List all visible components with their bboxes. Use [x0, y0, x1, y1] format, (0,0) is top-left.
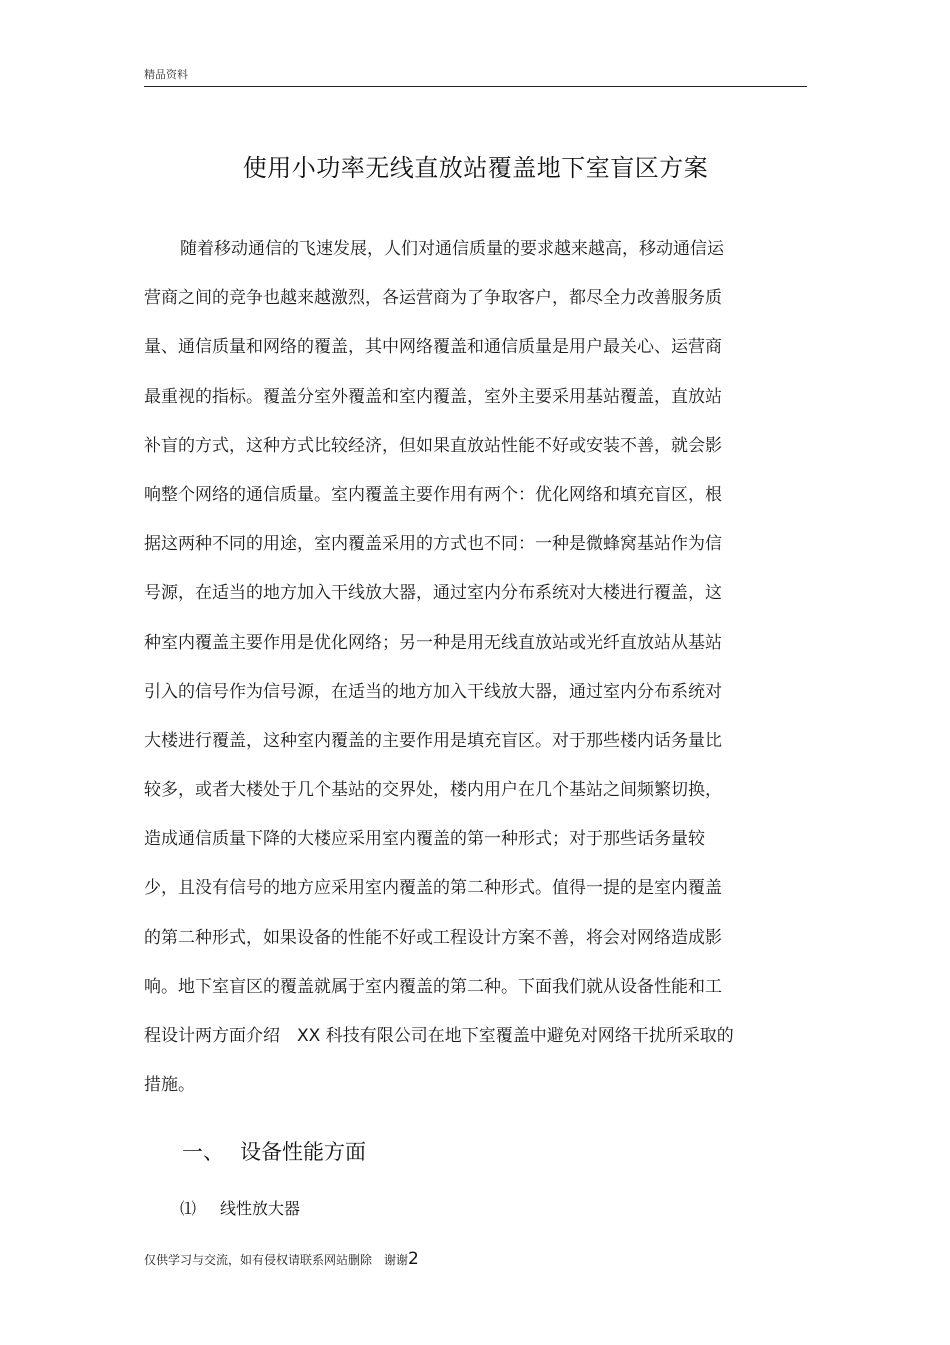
sub-heading-title: 线性放大器 [220, 1199, 301, 1218]
paragraph-line: 号源，在适当的地方加入干线放大器，通过室内分布系统对大楼进行覆盖，这 [144, 583, 722, 604]
paragraph-line: 引入的信号作为信号源，在适当的地方加入干线放大器，通过室内分布系统对 [144, 681, 722, 702]
paragraph-line: 程设计两方面介绍 XX 科技有限公司在地下室覆盖中避免对网络干扰所采取的 [144, 1026, 734, 1046]
header-rule [144, 86, 807, 87]
footer [144, 1249, 419, 1269]
footer-text: 仅供学习与交流，如有侵权请联系网站删除 谢谢 [144, 1253, 409, 1267]
paragraph-line: 少，且没有信号的地方应采用室内覆盖的第二种形式。值得一提的是室内覆盖 [144, 878, 722, 899]
paragraph-line: 种室内覆盖主要作用是优化网络；另一种是用无线直放站或光纤直放站从基站 [144, 632, 722, 653]
paragraph-line: 措施。 [144, 1075, 195, 1096]
sub-heading-number: ⑴ [180, 1199, 197, 1218]
section-number: 一、 [182, 1140, 224, 1164]
paragraph-line: 最重视的指标。覆盖分室外覆盖和室内覆盖，室外主要采用基站覆盖，直放站 [144, 386, 722, 407]
paragraph-line: 营商之间的竞争也越来越激烈，各运营商为了争取客户，都尽全力改善服务质 [144, 288, 722, 309]
section-heading [182, 1136, 366, 1166]
paragraph-line: 的第二种形式，如果设备的性能不好或工程设计方案不善，将会对网络造成影 [144, 927, 722, 948]
paragraph-line: 响整个网络的通信质量。室内覆盖主要作用有两个：优化网络和填充盲区，根 [144, 484, 722, 505]
paragraph-line: 较多，或者大楼处于几个基站的交界处，楼内用户在几个基站之间频繁切换， [144, 780, 722, 801]
paragraph-line: 造成通信质量下降的大楼应采用室内覆盖的第一种形式；对于那些话务量较 [144, 829, 705, 850]
document-title: 使用小功率无线直放站覆盖地下室盲区方案 [242, 154, 709, 182]
sub-heading [180, 1196, 300, 1219]
paragraph-line: 据这两种不同的用途，室内覆盖采用的方式也不同：一种是微蜂窝基站作为信 [144, 534, 722, 555]
header-label: 精品资料 [144, 68, 188, 81]
paragraph-line: 量、通信质量和网络的覆盖，其中网络覆盖和通信质量是用户最关心、运营商 [144, 337, 722, 358]
paragraph-line: 响。地下室盲区的覆盖就属于室内覆盖的第二种。下面我们就从设备性能和工 [144, 976, 722, 997]
paragraph-line: 随着移动通信的飞速发展，人们对通信质量的要求越来越高，移动通信运 [180, 239, 724, 259]
page-number: 2 [408, 1249, 419, 1269]
section-title: 设备性能方面 [240, 1140, 366, 1164]
paragraph-line: 大楼进行覆盖，这种室内覆盖的主要作用是填充盲区。对于那些楼内话务量比 [144, 730, 722, 751]
body-paragraph [144, 225, 768, 1110]
paragraph-line: 补盲的方式，这种方式比较经济，但如果直放站性能不好或安装不善，就会影 [144, 435, 722, 456]
